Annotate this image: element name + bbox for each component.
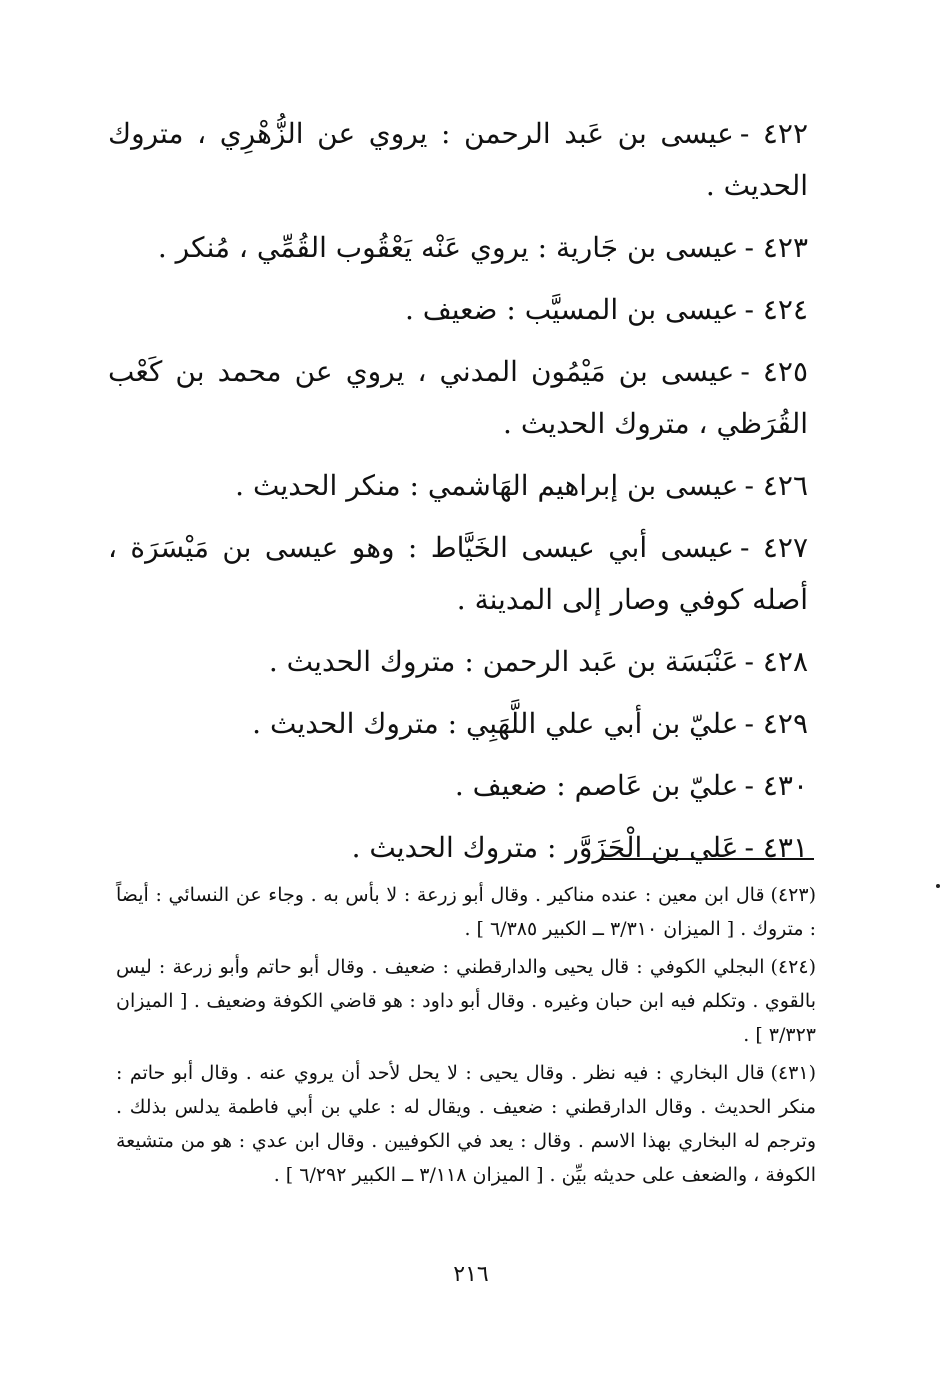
entry-424 (108, 284, 808, 336)
entry-number: ٤٢٩ - (744, 707, 808, 740)
footnote-text: قال البخاري : فيه نظر . وقال يحيى : لا يحل لأحد أن يروي عنه . وقال أبو حاتم : منكر الحديث . وقال الدارقطني : ضعيف . ويقال له : علي بن أبي فاطمة يدلس بذلك . وترجم له البخاري بهذا الاسم . وقال : يعد في الكوفيين . وقال ابن عدي : هو من متشيعة الكوفة ، والضعف على حديثه بيِّن . [ الميزان ٣/١١٨ ــ الكبير ٦/٢٩٢ ] . (116, 1062, 816, 1186)
footnote-number: (٤٢٣) (770, 884, 816, 906)
entry-text: عَلي بن الْحَزَوَّر : متروك الحديث . (351, 831, 739, 864)
entry-text: عيسى بن المسيَّب : ضعيف . (404, 293, 739, 326)
entry-number: ٤٣٠ - (744, 769, 808, 802)
entry-number: ٤٢٥ - (740, 355, 808, 388)
footnote-431 (116, 1056, 816, 1192)
entry-422 (108, 108, 808, 212)
footnote-number: (٤٢٤) (770, 956, 816, 978)
entry-number: ٤٢٨ - (744, 645, 808, 678)
footnote-divider (602, 858, 814, 860)
entry-425 (108, 346, 808, 450)
entry-number: ٤٢٧ - (740, 531, 808, 564)
entry-text: عيسى أبي عيسى الخَيَّاط : وهو عيسى بن مَيْسَرَة ، أصله كوفي وصار إلى المدينة . (108, 531, 808, 616)
entry-text: عيسى بن إبراهيم الهَاشمي : منكر الحديث . (235, 469, 739, 502)
footnote-424 (116, 950, 816, 1052)
entry-number: ٤٢٣ - (744, 231, 808, 264)
entry-427 (108, 522, 808, 626)
entry-text: عليّ بن عَاصم : ضعيف . (454, 769, 739, 802)
entry-431 (108, 822, 808, 874)
entry-text: عيسى بن مَيْمُون المدني ، يروي عن محمد بن كَعْب القُرَظي ، متروك الحديث . (108, 355, 808, 440)
entry-430 (108, 760, 808, 812)
footnote-text: قال ابن معين : عنده مناكير . وقال أبو زرعة : لا بأس به . وجاء عن النسائي : أيضاً : متروك . [ الميزان ٣/٣١٠ ــ الكبير ٦/٣٨٥ ] . (116, 884, 816, 940)
page-number: ٢١٦ (453, 1262, 489, 1287)
entry-number: ٤٢٦ - (744, 469, 808, 502)
footnote-number: (٤٣١) (770, 1062, 816, 1084)
entry-text: عليّ بن أبي علي اللَّهَبِي : متروك الحديث . (252, 707, 739, 740)
entry-423 (108, 222, 808, 274)
entry-text: عَنْبَسَة بن عَبد الرحمن : متروك الحديث . (268, 645, 739, 678)
footnote-text: البجلي الكوفي : قال يحيى والدارقطني : ضعيف . وقال أبو حاتم وأبو زرعة : ليس بالقوي . وتكلم فيه ابن حبان وغيره . وقال أبو داود : هو قاضي الكوفة وضعيف . [ الميزان ٣/٣٢٣ ] . (116, 956, 816, 1046)
entry-number: ٤٢٤ - (744, 293, 808, 326)
entry-428 (108, 636, 808, 688)
footnotes (116, 878, 816, 1196)
entry-number: ٤٢٢ - (739, 117, 808, 150)
entry-426 (108, 460, 808, 512)
entry-number: ٤٣١ - (744, 831, 808, 864)
entry-text: عيسى بن جَارية : يروي عَنْه يَعْقُوب القُمِّي ، مُنكر . (157, 231, 739, 264)
footnote-423 (116, 878, 816, 946)
margin-mark (936, 884, 940, 888)
main-text (108, 108, 808, 884)
entry-429 (108, 698, 808, 750)
entry-text: عيسى بن عَبد الرحمن : يروي عن الزُّهْرِي ، متروك الحديث . (108, 117, 808, 202)
